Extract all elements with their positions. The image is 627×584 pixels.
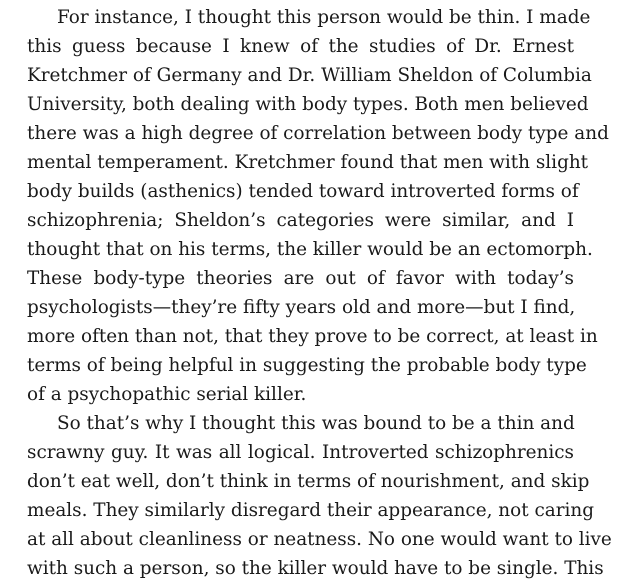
text-line: thought that on his terms, the killer would be an ectomorph. [27,239,593,260]
text-line: University, both dealing with body types. Both men believed [27,94,589,115]
text-line: body builds (asthenics) tended toward introverted forms of [27,181,579,202]
text-line: For instance, I thought this person would be thin. I made [57,7,591,28]
text-line: meals. They similarly disregard their appearance, not caring [27,500,595,521]
text-line: scrawny guy. It was all logical. Introverted schizophrenics [27,442,574,463]
text-line: don’t eat well, don’t think in terms of nourishment, and skip [27,471,590,492]
text-line: of a psychopathic serial killer. [27,384,307,405]
text-line: These body-type theories are out of favor with today’s [27,268,574,289]
text-line: So that’s why I thought this was bound to be a thin and [57,413,575,434]
text-line: Kretchmer of Germany and Dr. William Sheldon of Columbia [27,65,592,86]
text-line: mental temperament. Kretchmer found that men with slight [27,152,589,173]
text-line: this guess because I knew of the studies of Dr. Ernest [27,36,574,57]
text-line: there was a high degree of correlation between body type and [27,123,609,144]
text-line: psychologists—they’re fifty years old and more—but I find, [27,297,576,318]
text-line: more often than not, that they prove to be correct, at least in [27,326,598,347]
text-line: schizophrenia; Sheldon’s categories were similar, and I [27,210,574,231]
text-line: at all about cleanliness or neatness. No one would want to live [27,529,612,550]
text-line: terms of being helpful in suggesting the probable body type [27,355,587,376]
text-line: with such a person, so the killer would have to be single. This [27,558,604,579]
